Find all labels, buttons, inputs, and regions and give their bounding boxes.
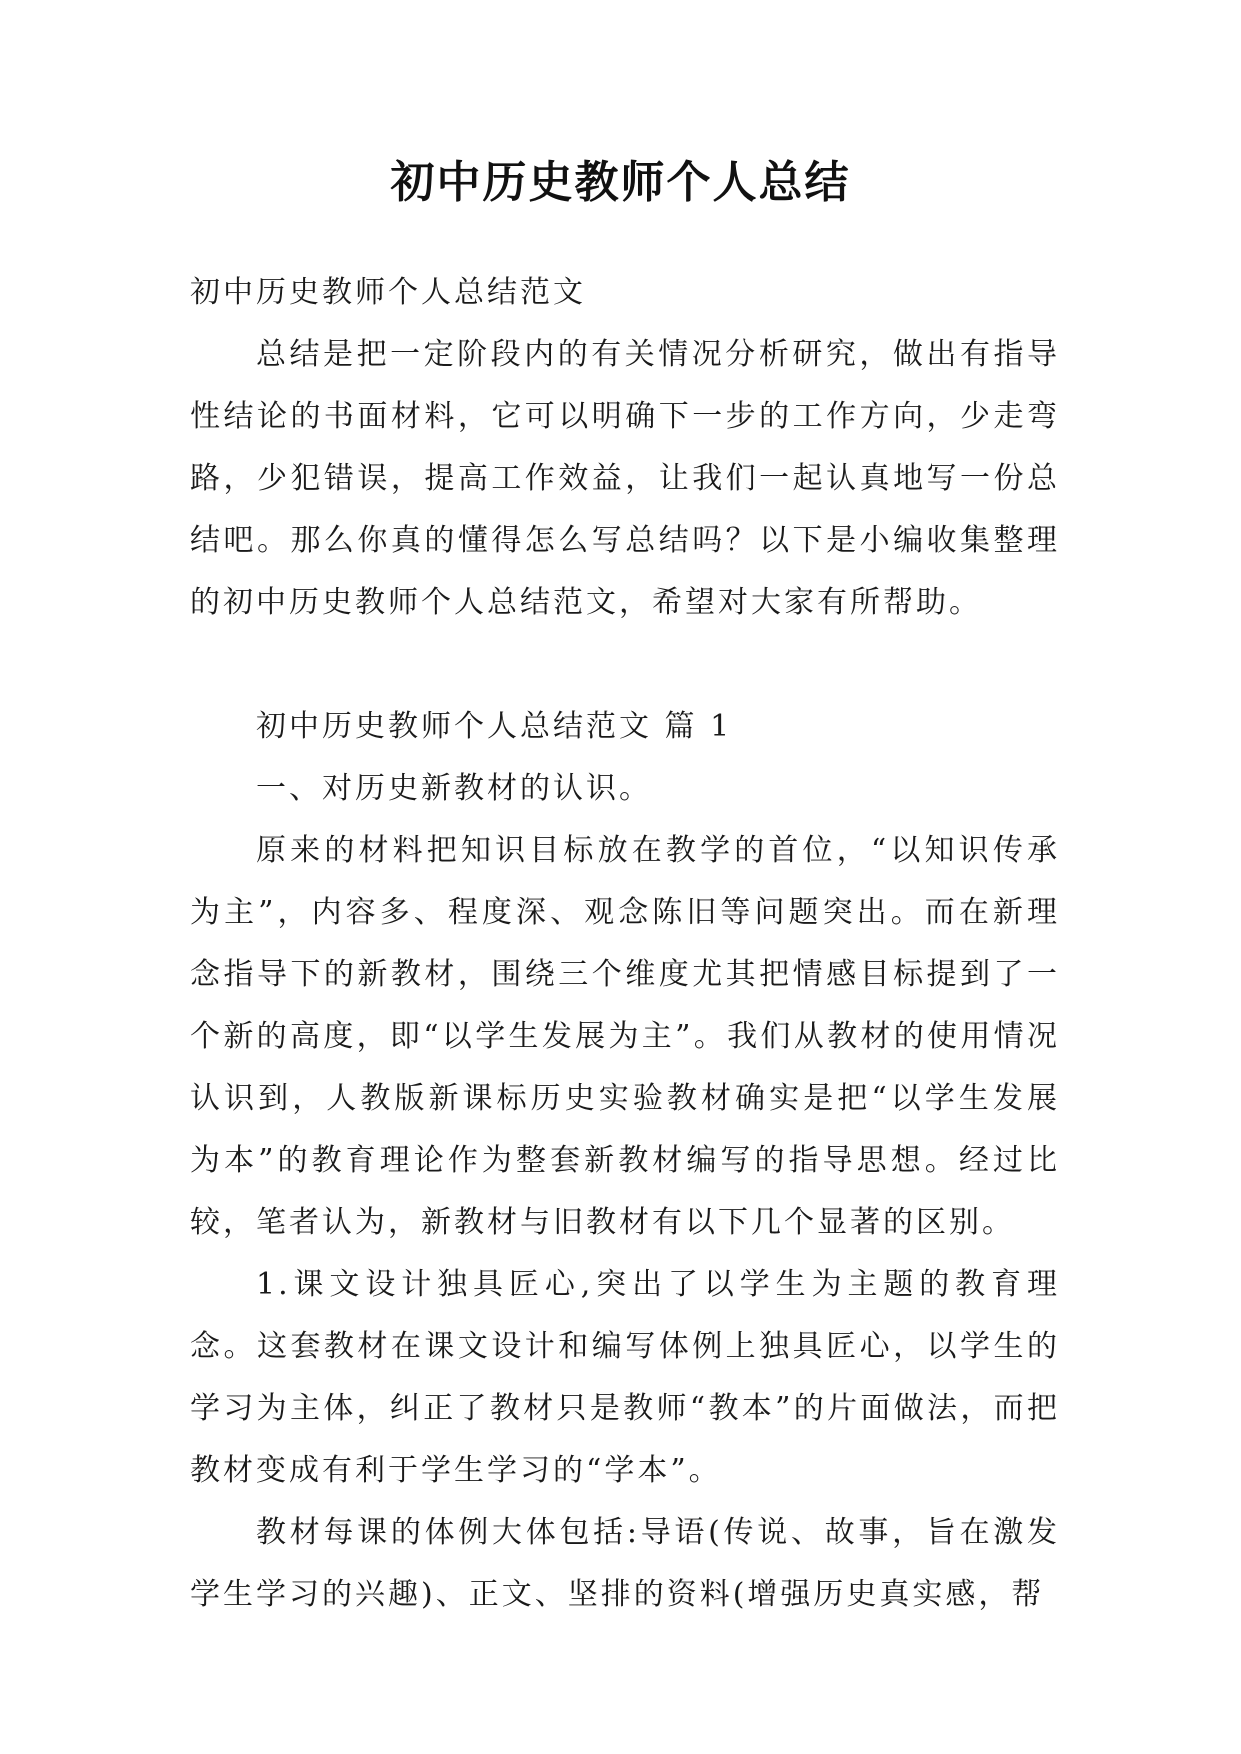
body-paragraph-1: 原来的材料把知识目标放在教学的首位，“以知识传承为主”，内容多、程度深、观念陈旧等问题突出。而在新理念指导下的新教材，围绕三个维度尤其把情感目标提到了一个新的高度，即“以学生发展为主”。我们从教材的使用情况认识到，人教版新课标历史实验教材确实是把“以学生发展为本”的教育理论作为整套新教材编写的指导思想。经过比较，笔者认为，新教材与旧教材有以下几个显著的区别。	[190, 833, 1060, 1240]
body-paragraph-3: 教材每课的体例大体包括:导语(传说、故事，旨在激发学生学习的兴趣)、正文、坚排的资料(增强历史真实感，帮	[190, 1515, 1060, 1612]
body-paragraph-2: 1.课文设计独具匠心,突出了以学生为主题的教育理念。这套教材在课文设计和编写体例上独具匠心，以学生的学习为主体，纠正了教材只是教师“教本”的片面做法，而把教材变成有利于学生学习的“学本”。	[190, 1267, 1060, 1488]
document-subtitle: 初中历史教师个人总结范文	[190, 275, 586, 310]
paragraph-spacer	[190, 634, 1060, 696]
intro-paragraph: 总结是把一定阶段内的有关情况分析研究，做出有指导性结论的书面材料，它可以明确下一步的工作方向，少走弯路，少犯错误，提高工作效益，让我们一起认真地写一份总结吧。那么你真的懂得怎么写总结吗？以下是小编收集整理的初中历史教师个人总结范文，希望对大家有所帮助。	[190, 337, 1060, 620]
document-title: 初中历史教师个人总结	[390, 157, 851, 208]
document-body	[190, 262, 1060, 1626]
section-heading: 初中历史教师个人总结范文 篇 1	[256, 709, 733, 744]
point-heading: 一、对历史新教材的认识。	[256, 771, 652, 806]
